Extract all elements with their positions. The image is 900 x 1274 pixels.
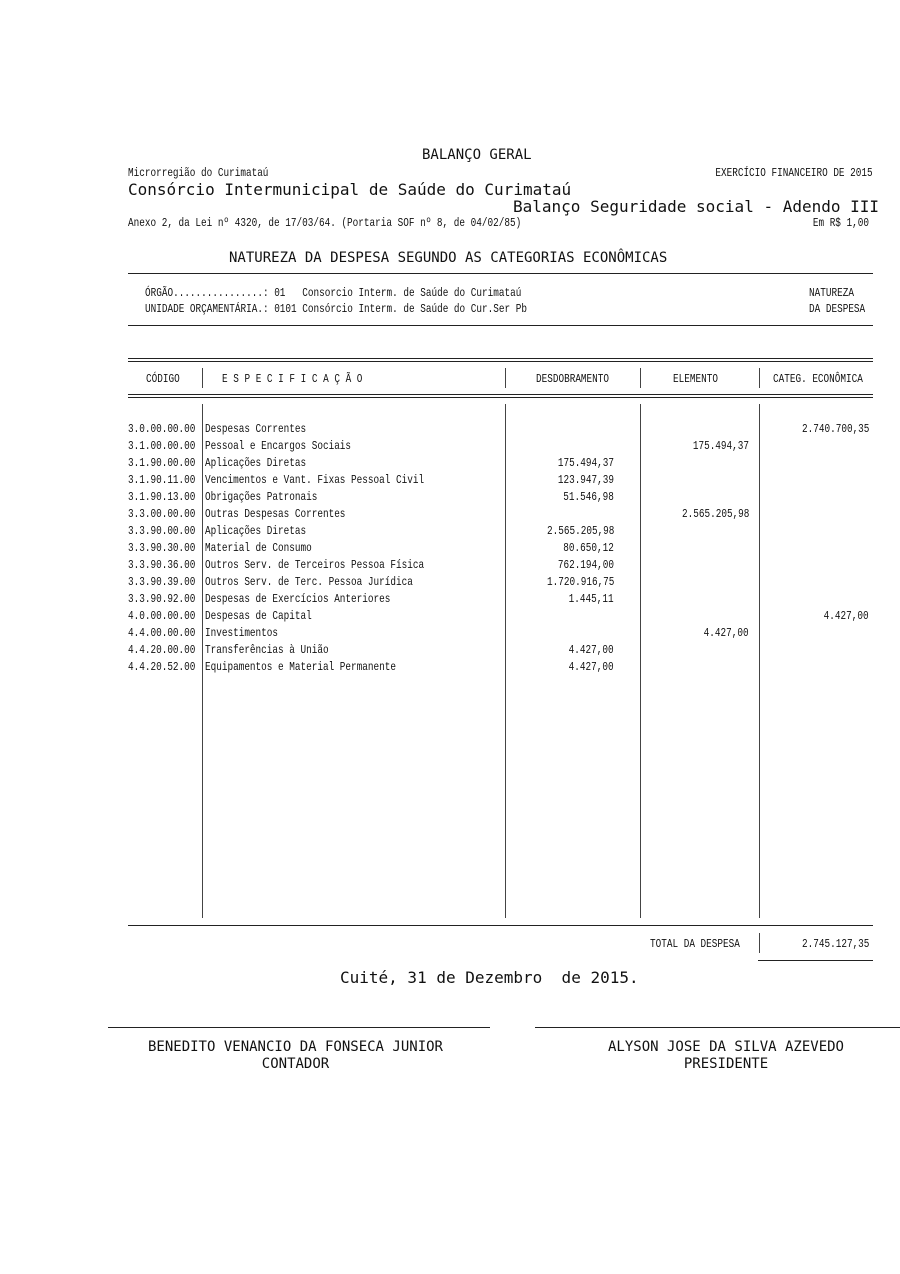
signer-2-name: ALYSON JOSE DA SILVA AZEVEDO bbox=[607, 1039, 844, 1055]
table-row bbox=[0, 609, 900, 626]
row-code: 4.4.00.00.00 bbox=[128, 626, 196, 640]
row-code: 3.1.90.00.00 bbox=[128, 456, 196, 470]
row-elemento: 175.494,37 bbox=[692, 439, 749, 453]
row-code: 3.0.00.00.00 bbox=[128, 422, 196, 436]
row-desdobramento: 175.494,37 bbox=[557, 456, 614, 470]
row-code: 3.3.90.36.00 bbox=[128, 558, 196, 572]
row-desdobramento: 4.427,00 bbox=[569, 660, 614, 674]
divider bbox=[128, 325, 873, 326]
row-elemento: 2.565.205,98 bbox=[681, 507, 749, 521]
total-label: TOTAL DA DESPESA bbox=[650, 937, 740, 951]
row-code: 3.3.90.30.00 bbox=[128, 541, 196, 555]
column-separator bbox=[640, 368, 641, 388]
column-separator bbox=[202, 368, 203, 388]
row-desc: Outros Serv. de Terceiros Pessoa Física bbox=[205, 558, 425, 572]
table-row bbox=[0, 643, 900, 660]
table-row bbox=[0, 507, 900, 524]
table-row bbox=[0, 558, 900, 575]
table-row bbox=[0, 575, 900, 592]
place-date: Cuité, 31 de Dezembro de 2015. bbox=[340, 968, 639, 987]
signer-1-role: CONTADOR bbox=[261, 1056, 330, 1072]
row-desdobramento: 762.194,00 bbox=[557, 558, 614, 572]
header-desdobramento: DESDOBRAMENTO bbox=[536, 372, 610, 386]
row-desdobramento: 2.565.205,98 bbox=[546, 524, 614, 538]
row-elemento: 4.427,00 bbox=[704, 626, 749, 640]
row-desc: Pessoal e Encargos Sociais bbox=[205, 439, 352, 453]
table-row bbox=[0, 439, 900, 456]
row-desc: Aplicações Diretas bbox=[205, 456, 307, 470]
table-row bbox=[0, 524, 900, 541]
row-code: 3.3.00.00.00 bbox=[128, 507, 196, 521]
row-desc: Equipamentos e Material Permanente bbox=[205, 660, 396, 674]
row-code: 3.3.90.00.00 bbox=[128, 524, 196, 538]
table-row bbox=[0, 592, 900, 609]
header-categ: CATEG. ECONÔMICA bbox=[773, 372, 863, 386]
table-row bbox=[0, 541, 900, 558]
row-code: 3.1.00.00.00 bbox=[128, 439, 196, 453]
total-value: 2.745.127,35 bbox=[801, 937, 869, 951]
region-label: Microrregião do Curimataú bbox=[128, 166, 269, 180]
row-desc: Transferências à União bbox=[205, 643, 329, 657]
header-especificacao: E S P E C I F I C A Ç Ã O bbox=[222, 372, 363, 386]
table-row bbox=[0, 473, 900, 490]
section-title: NATUREZA DA DESPESA SEGUNDO AS CATEGORIAS ECONÔMICAS bbox=[229, 250, 668, 266]
row-code: 3.1.90.11.00 bbox=[128, 473, 196, 487]
row-desc: Despesas Correntes bbox=[205, 422, 307, 436]
row-categ: 2.740.700,35 bbox=[801, 422, 869, 436]
total-underline bbox=[758, 960, 873, 961]
header-codigo: CÓDIGO bbox=[146, 372, 180, 386]
orgao-line: ÓRGÃO................: 01 Consorcio Interm. de Saúde do Curimataú bbox=[145, 286, 522, 300]
column-separator bbox=[759, 933, 760, 953]
row-desc: Obrigações Patronais bbox=[205, 490, 318, 504]
row-desdobramento: 1.445,11 bbox=[569, 592, 614, 606]
row-desdobramento: 51.546,98 bbox=[563, 490, 614, 504]
signer-1-name: BENEDITO VENANCIO DA FONSECA JUNIOR bbox=[147, 1039, 443, 1055]
row-desc: Vencimentos e Vant. Fixas Pessoal Civil bbox=[205, 473, 425, 487]
row-code: 4.0.00.00.00 bbox=[128, 609, 196, 623]
table-row bbox=[0, 456, 900, 473]
row-desdobramento: 123.947,39 bbox=[557, 473, 614, 487]
table-bottom-border bbox=[128, 925, 873, 926]
header-elemento: ELEMENTO bbox=[673, 372, 718, 386]
table-row bbox=[0, 490, 900, 507]
exercise-label: EXERCÍCIO FINANCEIRO DE 2015 bbox=[715, 166, 873, 180]
report-name: Balanço Seguridade social - Adendo III bbox=[513, 197, 880, 216]
column-separator bbox=[505, 368, 506, 388]
divider bbox=[128, 273, 873, 274]
row-desc: Aplicações Diretas bbox=[205, 524, 307, 538]
signature-line bbox=[108, 1027, 490, 1028]
row-code: 3.3.90.39.00 bbox=[128, 575, 196, 589]
row-desc: Despesas de Capital bbox=[205, 609, 312, 623]
table-row bbox=[0, 422, 900, 439]
natureza-label: NATUREZA bbox=[809, 286, 854, 300]
unidade-line: UNIDADE ORÇAMENTÁRIA.: 0101 Consórcio Interm. de Saúde do Cur.Ser Pb bbox=[145, 302, 527, 316]
row-code: 4.4.20.52.00 bbox=[128, 660, 196, 674]
table-row bbox=[0, 660, 900, 677]
row-desc: Investimentos bbox=[205, 626, 279, 640]
da-despesa-label: DA DESPESA bbox=[809, 302, 866, 316]
report-title: BALANÇO GERAL bbox=[422, 147, 532, 163]
row-desc: Despesas de Exercícios Anteriores bbox=[205, 592, 391, 606]
signature-line bbox=[535, 1027, 900, 1028]
row-desdobramento: 1.720.916,75 bbox=[546, 575, 614, 589]
currency-label: Em R$ 1,00 bbox=[812, 216, 869, 230]
row-code: 4.4.20.00.00 bbox=[128, 643, 196, 657]
row-desc: Material de Consumo bbox=[205, 541, 312, 555]
row-desdobramento: 80.650,12 bbox=[563, 541, 614, 555]
table-row bbox=[0, 626, 900, 643]
entity-name: Consórcio Intermunicipal de Saúde do Curimataú bbox=[128, 180, 572, 199]
row-desc: Outros Serv. de Terc. Pessoa Jurídica bbox=[205, 575, 413, 589]
row-desdobramento: 4.427,00 bbox=[569, 643, 614, 657]
table-header-border bbox=[128, 394, 873, 398]
table-top-border bbox=[128, 358, 873, 362]
row-categ: 4.427,00 bbox=[824, 609, 869, 623]
signer-2-role: PRESIDENTE bbox=[683, 1056, 769, 1072]
row-desc: Outras Despesas Correntes bbox=[205, 507, 346, 521]
column-separator bbox=[759, 368, 760, 388]
annex-label: Anexo 2, da Lei nº 4320, de 17/03/64. (Portaria SOF nº 8, de 04/02/85) bbox=[128, 216, 522, 230]
row-code: 3.1.90.13.00 bbox=[128, 490, 196, 504]
row-code: 3.3.90.92.00 bbox=[128, 592, 196, 606]
